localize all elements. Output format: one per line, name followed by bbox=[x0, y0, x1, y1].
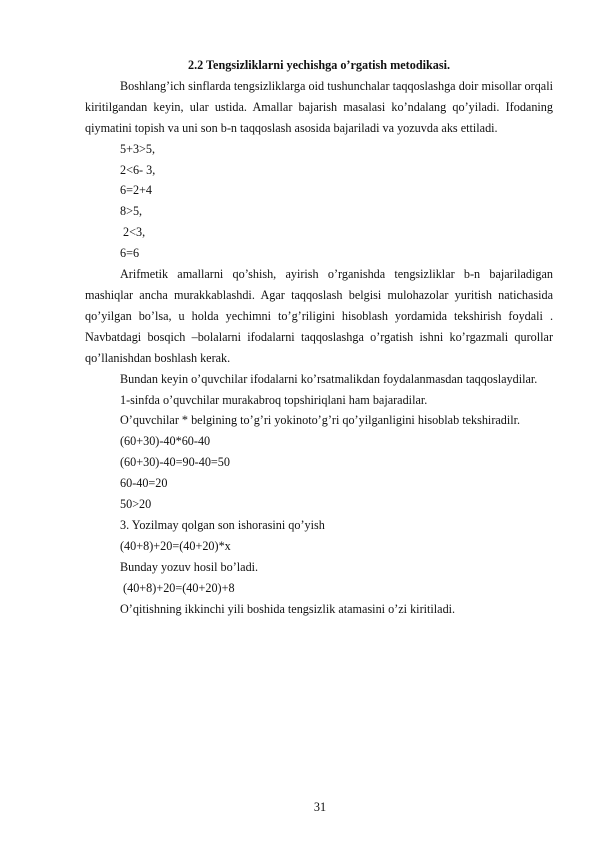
example-line: 50>20 bbox=[120, 497, 152, 512]
paragraph-comparison: Bundan keyin o’quvchilar ifodalarni ko’rsatmalikdan foydalanmasdan taqqoslaydilar. bbox=[120, 371, 538, 386]
paragraph-intro: Boshlang’ich sinflarda tengsizliklarga oid tushunchalar taqqoslashga doir misollar orqali kiritilgandan keyin, ular ustida. Amallar bajarish masalasi ko’ndalang qo’yiladi. Ifodaning qiymatini topish va uni son b-n taqqoslash asosida bajariladi va yozuvda aks ettiladi. bbox=[85, 78, 553, 135]
document-page bbox=[85, 55, 553, 619]
example-line: Bunday yozuv hosil bo’ladi. bbox=[120, 559, 259, 574]
example-line: 6=6 bbox=[120, 246, 140, 261]
text-line: O’qitishning ikkinchi yili boshida tengsizlik atamasini o’zi kiritiladi. bbox=[120, 601, 456, 616]
paragraph-arithmetic: Arifmetik amallarni qo’shish, ayirish o’rganishda tengsizliklar b-n bajariladigan mashiqlar ancha murakkablashdi. Agar taqqoslash belgisi mulohazolar yuritish natichasida qo’yilgan bo’lsa, u holda yechimni to’g’riligini hisoblash yordamida tekshirish foydali . Navbatdagi bosqich –bolalarni ifodalarni taqqoslashga o’rgatish ishni ko’rgazmali qurollar qo’llanishdan boshlash kerak. bbox=[85, 267, 553, 365]
example-line: 8>5, bbox=[120, 204, 143, 219]
example-line: (40+8)+20=(40+20)*x bbox=[120, 538, 231, 553]
paragraph-check: O’quvchilar * belgining to’g’ri yokinoto’g’ri qo’yilganligini hisoblab tekshiradilr. bbox=[120, 413, 521, 428]
text-line: 3. Yozilmay qolgan son ishorasini qo’yish bbox=[120, 517, 325, 532]
example-line: 5+3>5, bbox=[120, 141, 156, 156]
example-line: 60-40=20 bbox=[120, 476, 168, 491]
example-line: (40+8)+20=(40+20)+8 bbox=[120, 580, 235, 595]
page-number: 31 bbox=[313, 800, 327, 814]
example-line: 2<6- 3, bbox=[120, 162, 156, 177]
text-line: 1-sinfda o’quvchilar murakabroq topshiriqlani ham bajaradilar. bbox=[120, 392, 428, 407]
example-line: (60+30)-40=90-40=50 bbox=[120, 455, 230, 470]
example-line: 6=2+4 bbox=[120, 183, 153, 198]
example-line: (60+30)-40*60-40 bbox=[120, 434, 211, 449]
section-title: 2.2 Tengsizliklarni yechishga o’rgatish metodikasi. bbox=[187, 58, 451, 72]
example-line: 2<3, bbox=[120, 225, 146, 240]
